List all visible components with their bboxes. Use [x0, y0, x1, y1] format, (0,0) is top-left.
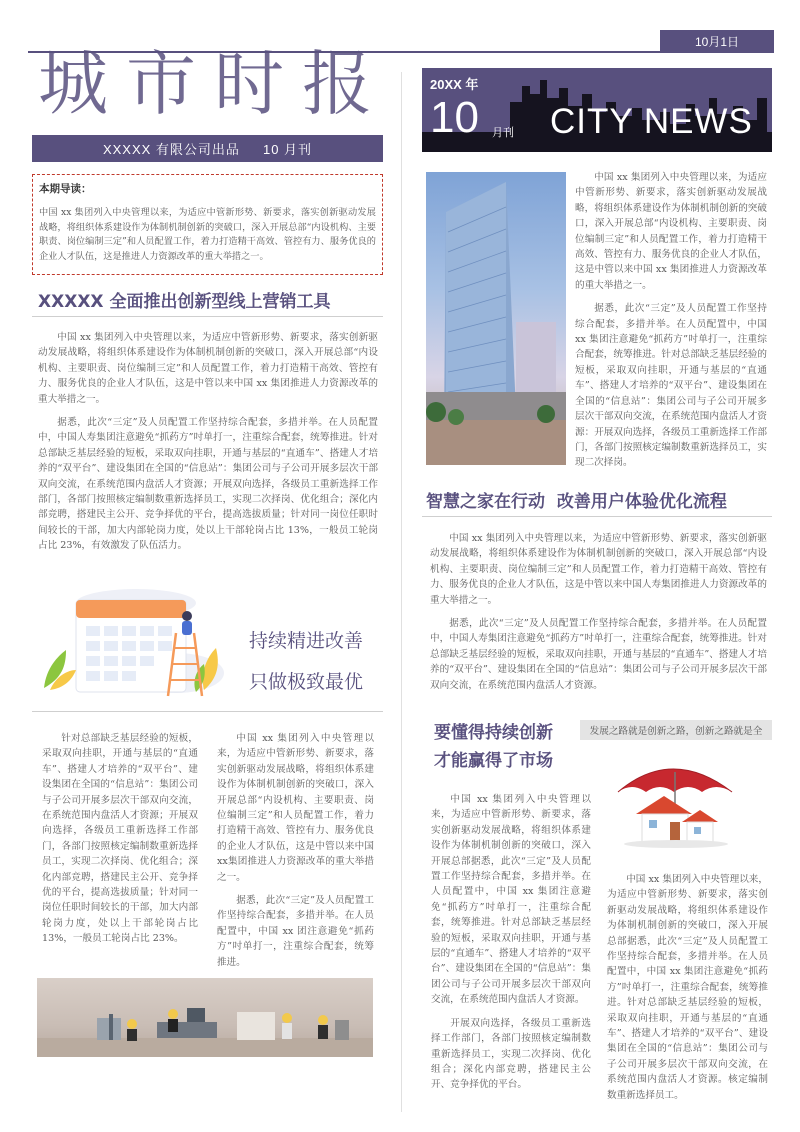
article3-tagline-text: 发展之路就是创新之路，创新之路就是全: [589, 726, 763, 737]
article1-paragraph-1: 中国 xx 集团列入中央管理以来，为适应中管新形势、新要求，落实创新驱动发展战略，将组织体系建设作为体制机制创新的突破口，深入开展总部“内设机构、主要职责、岗位编制三定”和人员配置工作，着力打造精干高效、管控有力、服务优良的企业人才队伍，这是中管以来中国 xx 集团推进人力资源改革的重大举措之一。: [38, 332, 378, 405]
article3-tagline: [580, 720, 772, 740]
article1-body: [38, 330, 378, 562]
intro-text: 中国 xx 集团列入中央管理以来，为适应中管新形势、新要求，落实创新驱动发展战略，将组织体系建设作为体制机制创新的突破口，深入开展总部“内设机构、主要职责、岗位编制三定”和人员配置工作，着力打造精干高效、管控有力、服务优良的企业人才队伍，这是推进人力资源改革的重大举措之一。: [39, 207, 376, 262]
umbrella-house-illustration: [612, 752, 740, 848]
banner-title: CITY NEWS: [550, 102, 753, 141]
right-top-text: [575, 170, 767, 479]
article2-body: [430, 531, 767, 701]
city-news-banner: [422, 68, 772, 152]
bottom-left-col2-paragraph-2: 据悉，此次“三定”及人员配置工作坚持综合配套，多措并举。在人员配置中，中国 xx 团注意避免“抓药方”吋单打一，注重综合配套，统筹推进。: [217, 895, 374, 968]
bottom-left-col-2: [217, 731, 374, 978]
article3-left-column: [431, 792, 591, 1101]
subtitle-bar-text: XXXXX 有限公司出品 10 月刊: [102, 142, 313, 157]
article3-right-paragraph-1: 中国 xx 集团列入中央管理以来，为适应中管新形势、新要求，落实创新驱动发展战略，将组织体系建设作为体制机制创新的突破口，深入开展总部据悉，此次“三定”及人员配置工作坚持综合配套，多措并举。在人员配置中，中国 xx 集团注意避免“抓药方”吋单打一，注重综合配套，统筹推进。针对总部缺乏基层经验的短板，采取双向挂职，开通与基层的“直通车”、搭建人才培养的“双平台”、建设集团在全国的“信息站”：集团公司与子公司开展多层次干部双向交流，在系统范围内盘活人才资源。核定编制数重新选择员工。: [607, 874, 768, 1101]
subtitle-bar: [32, 135, 383, 162]
banner-year: 20XX 年: [430, 77, 479, 92]
article2-paragraph-2: 据悉，此次“三定”及人员配置工作坚持综合配套，多措并举。在人员配置中，中国人寿集团注意避免“抓药方”吋单打一，注重综合配套，统筹推进。针对总部缺乏基层经验的短板，采取双向挂职，开通与基层的“直通车”、搭建人才培养的“双平台”、建设集团在全国的“信息站”：集团公司与子公司开展多层次干部双向交流，在系统范围内盘活人才资源。: [430, 618, 767, 691]
intro-box: [32, 174, 383, 275]
article3-right-column: [607, 872, 768, 1111]
column-divider: [401, 72, 402, 1112]
article3-left-paragraph-1: 中国 xx 集团列入中央管理以来，为适应中管新形势、新要求，落实创新驱动发展战略，将组织体系建设作为体制机制创新的突破口，深入开展总部据悉，此次“三定”及人员配置工作坚持综合配套，多措并举。在人员配置中，中国 xx 集团注意避免“抓药方”吋单打一，注重综合配套，统筹推进。针对总部缺乏基层经验的短板，采取双向挂职，开通与基层的“直通车”、搭建人才培养的“双平台”、建设集团在全国的“信息站”：集团公司与子公司开展多层次干部双向交流，在系统范围内盘活人才资源。: [431, 794, 591, 1006]
slogan-line-1: 持续精进改善: [249, 630, 364, 652]
article2-title: 智慧之家在行动 改善用户体验优化流程: [426, 492, 727, 512]
article1-divider: [32, 316, 383, 317]
building-photo: [426, 172, 566, 465]
article3-left-paragraph-2: 开展双向选择，各级员工重新选择工作部门，各部门按照核定编制数重新选择员工，实现二次择岗、优化组合；深化内部竞聘，搭建民主公开、竞争择优的平台。: [431, 1017, 591, 1091]
article2-divider: [422, 516, 772, 517]
banner-issue-number: 10: [430, 93, 479, 142]
slogan-line-2: 只做极致最优: [249, 671, 364, 693]
article1-paragraph-2: 据悉，此次“三定”及人员配置工作坚持综合配套，多措并举。在人员配置中，中国人寿集团注意避免“抓药方”吋单打一，注重综合配套，统筹推进。针对总部缺乏基层经验的短板，采取双向挂职，开通与基层的“直通车”、搭建人才培养的“双平台”、建设集团在全国的“信息站”：集团公司与子公司开展多层次干部双向交流，在系统范围内盘活人才资源；开展双向选择，各级员工重新选择工作部门，各部门按照核定编制数重新选择员工，实现二次择岗、优化组合；深化内部竞聘，搭建民主公开、竞争择优的平台，提高选拔质量；针对同一岗位任职时间较长的干部，加大内部轮岗力度，处以上干部轮岗占比 13%，一般员工轮岗占比 23%，有效激发了队伍活力。: [38, 417, 378, 552]
article3-title-line-2: 才能赢得了市场: [434, 751, 553, 771]
bottom-left-col2-paragraph-1: 中国 xx 集团列入中央管理以来，为适应中管新形势、新要求，落实创新驱动发展战略，将组织体系建设作为体制机制创新的突破口，深入开展总部“内设机构、主要职责、岗位编制三定”和人员配置工作，着力打造精干高效、管控有力、服务优良的企业人才队伍，这是中管以来中国xx集团推进人力资源改革的重大举措之一。: [217, 733, 374, 883]
banner-issue-suffix: 月刊: [492, 126, 514, 139]
article2-paragraph-1: 中国 xx 集团列入中央管理以来，为适应中管新形势、新要求，落实创新驱动发展战略，将组织体系建设作为体制机制创新的突破口，深入开展总部“内设机构、主要职责、岗位编制三定”和人员配置工作，着力打造精干高效、管控有力、服务优良的企业人才队伍，这是中管以来中国人寿集团推进人力资源改革的重大举措之一。: [430, 533, 767, 606]
calendar-illustration: [36, 578, 231, 700]
date-badge-text: 10月1日: [694, 35, 740, 49]
article1-title: XXXXX 全面推出创新型线上营销工具: [38, 292, 331, 312]
date-badge: [660, 30, 774, 53]
left-bottom-divider: [32, 711, 383, 712]
bottom-left-col-1: [42, 731, 198, 955]
article3-title-line-1: 要懂得持续创新: [434, 723, 553, 743]
office-figures-photo: [37, 978, 373, 1057]
intro-heading: 本期导读：: [39, 183, 92, 195]
bottom-left-col1-paragraph: 针对总部缺乏基层经验的短板，采取双向挂职，开通与基层的“直通车”、搭建人才培养的“双平台”、建设集团在全国的“信息站”：集团公司与子公司开展多层次干部双向交流，在系统范围内盘活人才资源；开展双向选择，各级员工重新选择工作部门，各部门按照核定编制数重新选择员工，实现二次择岗、优化组合；深化内部竞聘，搭建民主公开、竞争择优的平台，提高选拔质量；针对同一岗位任职时间较长的干部，加大内部轮岗力度，处以上干部轮岗占比 13%，一般员工轮岗占比 23%。: [42, 733, 198, 945]
right-top-paragraph-2: 据悉，此次“三定”及人员配置工作坚持综合配套，多措并举。在人员配置中，中国 xx 集团注意避免“抓药方”吋单打一，注重综合配套，统筹推进。针对总部缺乏基层经验的短板，采取双向挂职，开通与基层的“直通车”、搭建人才培养的“双平台”、建设集团在全国的“信息站”：集团公司与子公司开展多层次干部双向交流，在系统范围内盘活人才资源：开展双向选择，各级员工重新选择工作部门，各部门按照核定编制数重新选择员工，实现二次择岗。: [575, 303, 767, 469]
right-top-paragraph-1: 中国 xx 集团列入中央管理以来，为适应中管新形势、新要求，落实创新驱动发展战略，将组织体系建设作为体制机制创新的突破口，深入开展总部“内设机构、主要职责、岗位编制三定”和人员配置工作，着力打造精干高效、管控有力、服务优良的企业人才队伍，这是中管以来中国 xx 集团推进人力资源改革的重大举措之一。: [575, 172, 767, 291]
masthead-title: 城市时报: [38, 43, 390, 125]
